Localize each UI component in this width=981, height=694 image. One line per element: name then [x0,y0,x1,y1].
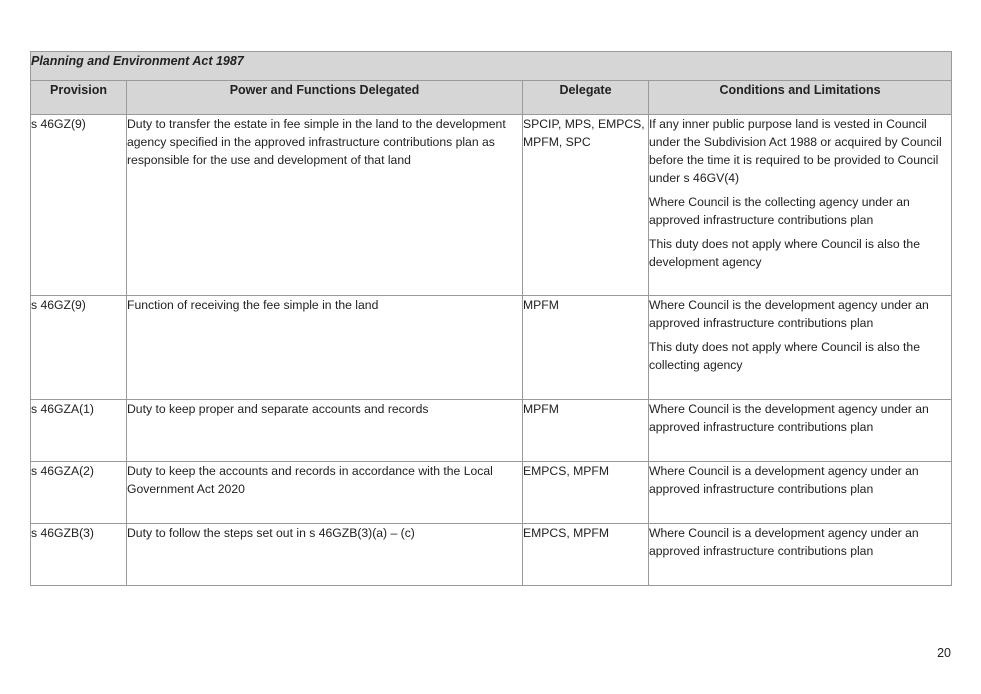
delegate-text: MPFM [523,298,559,312]
provision-cell [31,296,127,400]
delegate-text: MPFM [523,402,559,416]
provision-text: s 46GZB(3) [31,526,94,540]
delegate-cell [523,400,649,462]
conditions-cell [649,296,952,400]
delegate-cell [523,462,649,524]
condition-text: If any inner public purpose land is vested in Council under the Subdivision Act 1988 or acquired by Council before the time it is required to be provided to Council under s 46GV(4) [649,117,942,185]
power-text: Duty to keep proper and separate accounts and records [127,402,429,416]
provision-text: s 46GZ(9) [31,117,86,131]
delegate-text: SPCIP, MPS, EMPCS, MPFM, SPC [523,117,645,149]
power-text: Function of receiving the fee simple in the land [127,298,379,312]
power-cell [127,296,523,400]
condition-text: This duty does not apply where Council is also the development agency [649,237,920,269]
power-text: Duty to follow the steps set out in s 46GZB(3)(a) – (c) [127,526,415,540]
conditions-cell [649,524,952,586]
provision-text: s 46GZ(9) [31,298,86,312]
provision-cell [31,400,127,462]
provision-cell [31,115,127,296]
conditions-cell [649,462,952,524]
table-row [31,524,952,586]
conditions-cell [649,115,952,296]
provision-text: s 46GZA(2) [31,464,94,478]
delegation-table [30,51,952,586]
condition-text: Where Council is the development agency under an approved infrastructure contributions plan [649,402,929,434]
column-header-conditions: Conditions and Limitations [649,81,952,115]
table-header-row [31,81,952,115]
provision-cell [31,462,127,524]
power-cell [127,400,523,462]
column-header-delegate: Delegate [523,81,649,115]
conditions-cell [649,400,952,462]
power-cell [127,524,523,586]
column-header-power: Power and Functions Delegated [127,81,523,115]
condition-text: Where Council is a development agency under an approved infrastructure contributions plan [649,526,919,558]
table-row [31,462,952,524]
condition-text: This duty does not apply where Council is also the collecting agency [649,340,920,372]
table-row [31,296,952,400]
page-number: 20 [937,646,951,660]
act-title-row [31,52,952,81]
power-cell [127,462,523,524]
provision-cell [31,524,127,586]
delegate-text: EMPCS, MPFM [523,526,609,540]
provision-text: s 46GZA(1) [31,402,94,416]
act-title: Planning and Environment Act 1987 [31,52,952,81]
delegate-cell [523,296,649,400]
power-cell [127,115,523,296]
condition-text: Where Council is a development agency under an approved infrastructure contributions plan [649,464,919,496]
power-text: Duty to transfer the estate in fee simple in the land to the development agency specified in the approved infrastructure contributions plan as responsible for the use and development of that land [127,117,506,167]
table-row [31,400,952,462]
power-text: Duty to keep the accounts and records in accordance with the Local Government Act 2020 [127,464,493,496]
condition-text: Where Council is the collecting agency under an approved infrastructure contributions plan [649,195,910,227]
table-row [31,115,952,296]
condition-text: Where Council is the development agency under an approved infrastructure contributions plan [649,298,929,330]
delegate-text: EMPCS, MPFM [523,464,609,478]
delegate-cell [523,115,649,296]
delegate-cell [523,524,649,586]
column-header-provision: Provision [31,81,127,115]
